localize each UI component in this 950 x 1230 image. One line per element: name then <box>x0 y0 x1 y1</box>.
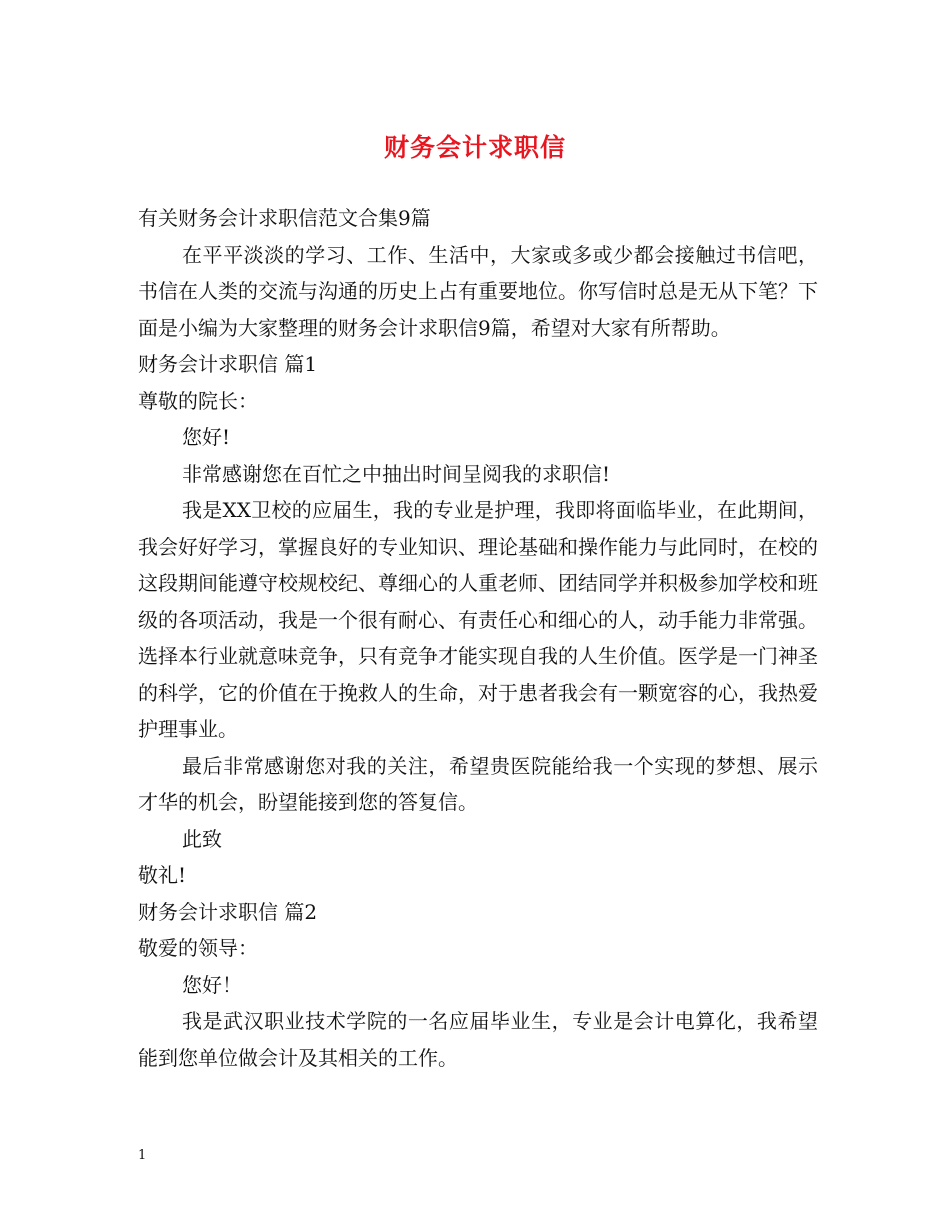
closing-line: 此致 <box>182 826 222 851</box>
greeting: 您好! <box>182 425 231 449</box>
section-heading: 财务会计求职信 篇2 <box>138 899 318 924</box>
body-paragraph: 非常感谢您在百忙之中抽出时间呈阅我的求职信! <box>182 461 611 486</box>
page-title: 财务会计求职信 <box>383 133 566 162</box>
greeting: 您好！ <box>182 972 242 997</box>
body-paragraph: 我是XX卫校的应届生，我的专业是护理，我即将面临毕业，在此期间，我会好好学习，掌握良好的专业知识、理论基础和操作能力与此同时，在校的这段期间能遵守校规校纪、尊细心的人重老师、团结同学并积极参加学校和班级的各项活动，我是一个很有耐心、有责任心和细心的人，动手能力非常强。选择本行业就意味竞争，只有竞争才能实现自我的人生价值。医学是一门神圣的科学，它的价值在于挽救人的生命，对于患者我会有一颗宽容的心，我热爱护理事业。 <box>138 498 818 741</box>
closing-salute: 敬礼! <box>138 863 187 887</box>
salutation: 敬爱的领导： <box>138 936 258 960</box>
document-body <box>138 200 818 1076</box>
page-number: 1 <box>138 1148 147 1163</box>
intro-paragraph: 在平平淡淡的学习、工作、生活中，大家或多或少都会接触过书信吧，书信在人类的交流与沟通的历史上占有重要地位。你写信时总是无从下笔？下面是小编为大家整理的财务会计求职信9篇，希望对大家有所帮助。 <box>138 242 818 340</box>
salutation: 尊敬的院长： <box>138 388 258 413</box>
body-paragraph: 最后非常感谢您对我的关注，希望贵医院能给我一个实现的梦想、展示才华的机会，盼望能接到您的答复信。 <box>138 753 818 814</box>
section-heading: 财务会计求职信 篇1 <box>138 352 318 376</box>
body-paragraph: 我是武汉职业技术学院的一名应届毕业生，专业是会计电算化，我希望能到您单位做会计及其相关的工作。 <box>138 1009 818 1070</box>
intro-heading: 有关财务会计求职信范文合集9篇 <box>138 206 431 230</box>
